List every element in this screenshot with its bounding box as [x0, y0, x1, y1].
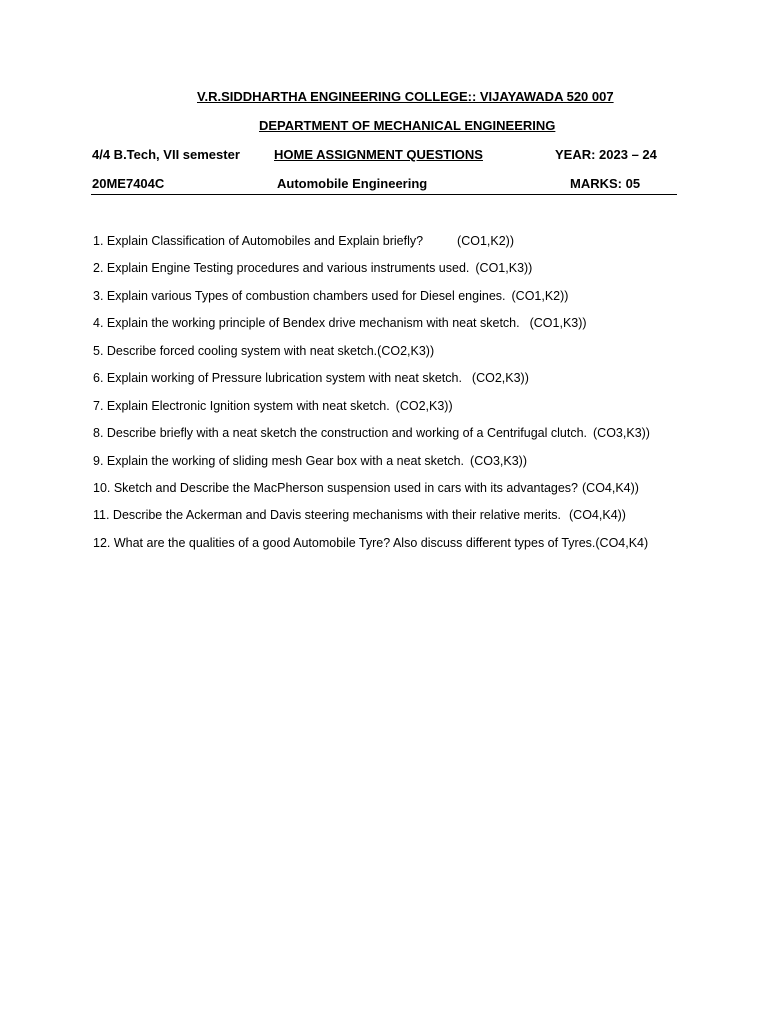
question-text: 2. Explain Engine Testing procedures and various instruments used.	[93, 261, 470, 275]
question-text: 7. Explain Electronic Ignition system with neat sketch.	[93, 399, 390, 413]
question-outcome: (CO3,K3))	[593, 426, 650, 440]
list-item	[93, 507, 626, 523]
college-title: V.R.SIDDHARTHA ENGINEERING COLLEGE:: VIJAYAWADA 520 007	[197, 89, 614, 104]
question-outcome: (CO3,K3))	[470, 454, 527, 468]
list-item	[93, 288, 568, 304]
question-text: 3. Explain various Types of combustion chambers used for Diesel engines.	[93, 289, 506, 303]
question-outcome: (CO2,K3))	[377, 344, 435, 358]
list-item	[93, 370, 529, 386]
question-outcome: (CO2,K3))	[471, 371, 529, 385]
question-text: 5. Describe forced cooling system with neat sketch.	[93, 344, 378, 358]
question-outcome: (CO1,K2))	[457, 234, 514, 248]
program-label: 4/4 B.Tech, VII semester	[92, 147, 240, 162]
list-item	[93, 398, 453, 414]
question-outcome: (CO1,K2))	[511, 289, 569, 303]
course-code: 20ME7404C	[92, 176, 165, 191]
question-text: 10. Sketch and Describe the MacPherson suspension used in cars with its advantages?	[93, 481, 578, 495]
question-text: 6. Explain working of Pressure lubrication system with neat sketch.	[93, 371, 462, 385]
question-text: 12. What are the qualities of a good Automobile Tyre? Also discuss different types of Tyres.	[93, 536, 596, 550]
list-item	[93, 535, 648, 551]
list-item	[93, 260, 532, 276]
question-text: 4. Explain the working principle of Bendex drive mechanism with neat sketch.	[93, 316, 520, 330]
question-outcome: (CO4,K4)	[595, 536, 649, 550]
list-item	[93, 343, 434, 359]
list-item	[93, 480, 639, 496]
year-label: YEAR: 2023 – 24	[555, 147, 657, 162]
question-outcome: (CO4,K4))	[569, 508, 626, 522]
list-item	[93, 425, 650, 441]
course-name: Automobile Engineering	[277, 176, 428, 191]
question-outcome: (CO1,K3))	[475, 261, 533, 275]
header-divider	[91, 194, 677, 195]
question-text: 11. Describe the Ackerman and Davis steering mechanisms with their relative merits.	[93, 508, 562, 522]
question-outcome: (CO1,K3))	[529, 316, 587, 330]
question-outcome: (CO4,K4))	[582, 481, 639, 495]
marks-label: MARKS: 05	[570, 176, 641, 191]
question-outcome: (CO2,K3))	[395, 399, 453, 413]
list-item	[93, 233, 514, 249]
department-title: DEPARTMENT OF MECHANICAL ENGINEERING	[259, 118, 556, 133]
assignment-title: HOME ASSIGNMENT QUESTIONS	[274, 147, 483, 162]
question-text: 9. Explain the working of sliding mesh Gear box with a neat sketch.	[93, 454, 465, 468]
question-text: 8. Describe briefly with a neat sketch the construction and working of a Centrifugal clutch.	[93, 426, 588, 440]
list-item	[93, 453, 527, 469]
question-text: 1. Explain Classification of Automobiles and Explain briefly?	[93, 234, 424, 248]
list-item	[93, 315, 587, 331]
